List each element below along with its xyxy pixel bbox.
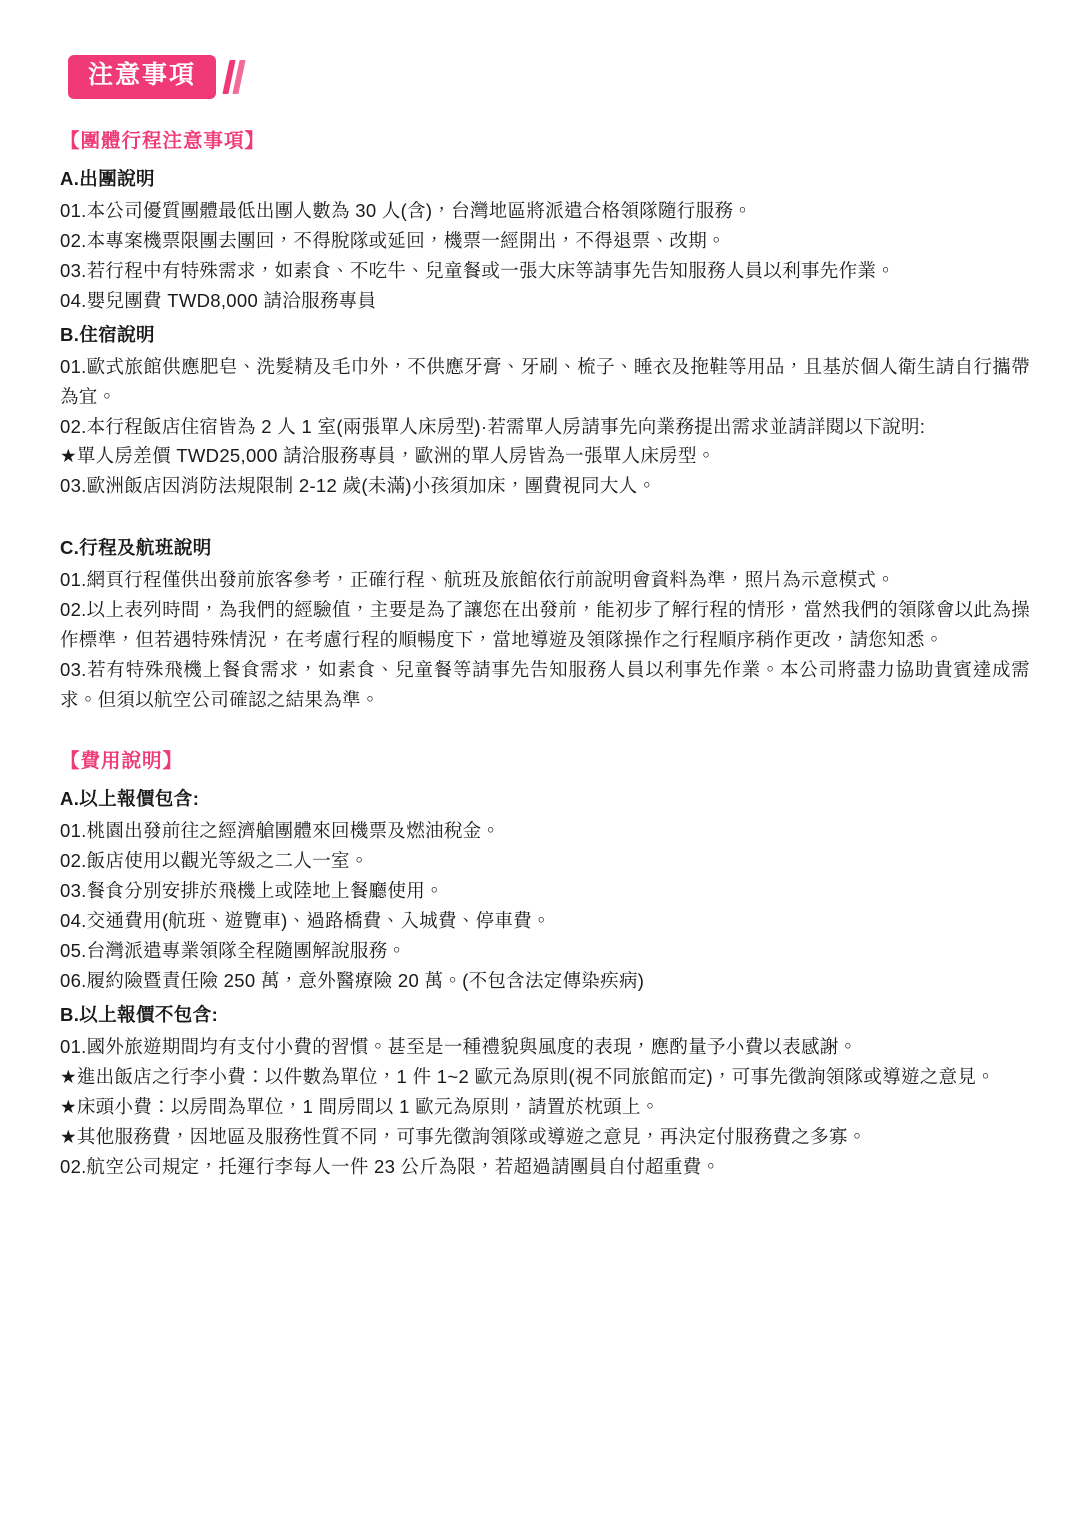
content-line: 04.嬰兒團費 TWD8,000 請洽服務專員 (60, 289, 377, 311)
content-line: 05.台灣派遣專業領隊全程隨團解說服務。 (60, 940, 407, 962)
content-line: 02.航空公司規定，托運行李每人一件 23 公斤為限，若超過請團員自付超重費。 (60, 1156, 721, 1178)
section-heading: 【費用說明】 (60, 750, 184, 773)
content-group (60, 1000, 1030, 1182)
content-group (60, 784, 1030, 996)
content-line: 02.本行程飯店住宿皆為 2 人 1 室(兩張單人床房型)·若需單人房請事先向業務提出需求並請詳閱以下說明: (60, 415, 926, 437)
content-line: 01.本公司優質團體最低出團人數為 30 人(含)，台灣地區將派遣合格領隊隨行服務。 (60, 199, 752, 221)
content-line: 06.履約險暨責任險 250 萬，意外醫療險 20 萬。(不包含法定傳染疾病) (60, 970, 645, 992)
paragraph-spacer (60, 503, 1030, 529)
section-heading: 【團體行程注意事項】 (60, 129, 266, 152)
subsection-heading: C.行程及航班說明 (60, 537, 212, 559)
subsection-heading: B.以上報價不包含: (60, 1004, 219, 1026)
content-line: 02.本專案機票限團去團回，不得脫隊或延回，機票一經開出，不得退票、改期。 (60, 229, 726, 251)
content-line: 01.國外旅遊期間均有支付小費的習慣。甚至是一種禮貌與風度的表現，應酌量予小費以表感謝。 (60, 1036, 858, 1058)
content-group (60, 320, 1030, 502)
title-accent-bars-icon (222, 60, 242, 94)
content-line: 04.交通費用(航班、遊覽車)、過路橋費、入城費、停車費。 (60, 910, 551, 932)
page-title-row (68, 55, 1030, 99)
content-line: 02.飯店使用以觀光等級之二人一室。 (60, 850, 369, 872)
content-line: 02.以上表列時間，為我們的經驗值，主要是為了讓您在出發前，能初步了解行程的情形，當然我們的領隊會以此為操作標準，但若遇特殊情況，在考慮行程的順暢度下，當地導遊及領隊操作之行程順序稍作更改，請您知悉。 (60, 599, 1030, 651)
subsection-heading: B.住宿說明 (60, 323, 155, 345)
content-line: 03.若行程中有特殊需求，如素食、不吃牛、兒童餐或一張大床等請事先告知服務人員以利事先作業。 (60, 259, 896, 281)
content-group (60, 164, 1030, 316)
content-line: ★進出飯店之行李小費：以件數為單位，1 件 1~2 歐元為原則(視不同旅館而定)，可事先徵詢領隊或導遊之意見。 (60, 1066, 995, 1088)
content-line: 03.若有特殊飛機上餐食需求，如素食、兒童餐等請事先告知服務人員以利事先作業。本公司將盡力協助貴賓達成需求。但須以航空公司確認之結果為準。 (60, 659, 1030, 711)
subsection-heading: A.以上報價包含: (60, 788, 200, 810)
subsection-heading: A.出團說明 (60, 167, 155, 189)
content-line: ★床頭小費：以房間為單位，1 間房間以 1 歐元為原則，請置於枕頭上。 (60, 1096, 660, 1118)
content-line: 01.網頁行程僅供出發前旅客參考，正確行程、航班及旅館依行前說明會資料為準，照片為示意模式。 (60, 569, 896, 591)
content-line: ★單人房差價 TWD25,000 請洽服務專員，歐洲的單人房皆為一張單人床房型。 (60, 445, 716, 467)
content-line: 01.歐式旅館供應肥皂、洗髮精及毛巾外，不供應牙膏、牙刷、梳子、睡衣及拖鞋等用品，且基於個人衛生請自行攜帶為宜。 (60, 355, 1030, 407)
content-line: 03.餐食分別安排於飛機上或陸地上餐廳使用。 (60, 880, 444, 902)
content-line: 01.桃園出發前往之經濟艙團體來回機票及燃油稅金。 (60, 820, 501, 842)
section-spacer (60, 717, 1030, 747)
content-line: 03.歐洲飯店因消防法規限制 2-12 歲(未滿)小孩須加床，團費視同大人。 (60, 475, 657, 497)
content-line: ★其他服務費，因地區及服務性質不同，可事先徵詢領隊或導遊之意見，再決定付服務費之多寡。 (60, 1126, 867, 1148)
page-title: 注意事項 (68, 55, 216, 99)
content-group (60, 533, 1030, 715)
sections-container (60, 127, 1030, 1183)
